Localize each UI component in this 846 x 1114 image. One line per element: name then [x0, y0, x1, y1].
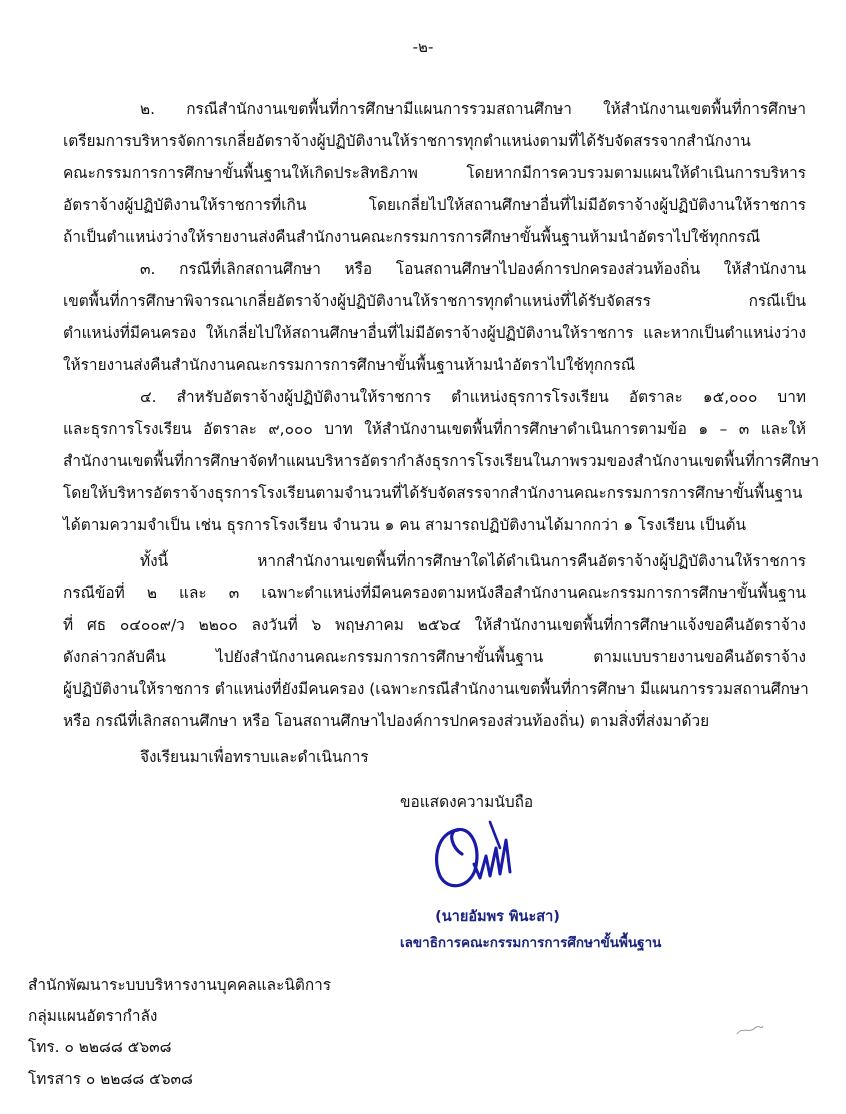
summary-line-4: ดังกล่าวกลับคืน ไปยังสำนักงานคณะกรรมการการศึกษาขั้นพื้นฐาน ตามแบบรายงานขอคืนอัตราจ้าง [63, 648, 806, 666]
signer-name: (นายอัมพร พินะสา) [435, 909, 560, 925]
paragraph-2-line-1: ๒. กรณีสำนักงานเขตพื้นที่การศึกษามีแผนการรวมสถานศึกษา ให้สำนักงานเขตพื้นที่การศึกษา [140, 100, 806, 118]
summary-line-5: ผู้ปฏิบัติงานให้ราชการ ตำแหน่งที่ยังมีคนครอง (เฉพาะกรณีสำนักงานเขตพื้นที่การศึกษา มีแผนการรวมสถานศึกษา [63, 680, 809, 698]
paragraph-4-line-5: ได้ตามความจำเป็น เช่น ธุรการโรงเรียน จำนวน ๑ คน สามารถปฏิบัติงานได้มากกว่า ๑ โรงเรียน เป็นต้น [63, 516, 746, 534]
closing-salutation: ขอแสดงความนับถือ [400, 793, 534, 811]
paragraph-2-line-4: อัตราจ้างผู้ปฏิบัติงานให้ราชการที่เกิน โดยเกลี่ยไปให้สถานศึกษาอื่นที่ไม่มีอัตราจ้างผู้ปฏิบัติงานให้ราชการ [63, 196, 806, 214]
summary-line-6: หรือ กรณีที่เลิกสถานศึกษา หรือ โอนสถานศึกษาไปองค์การปกครองส่วนท้องถิ่น) ตามสิ่งที่ส่งมาด้วย [63, 712, 710, 730]
paragraph-4-line-4: โดยให้บริหารอัตราจ้างธุรการโรงเรียนตามจำนวนที่ได้รับจัดสรรจากสำนักงานคณะกรรมการการศึกษาขั้นพื้นฐาน [63, 484, 803, 502]
signer-title: เลขาธิการคณะกรรมการการศึกษาขั้นพื้นฐาน [400, 935, 662, 951]
handwritten-signature [430, 818, 530, 893]
summary-line-1: ทั้งนี้ หากสำนักงานเขตพื้นที่การศึกษาใดได้ดำเนินการคืนอัตราจ้างผู้ปฏิบัติงานให้ราชการ [140, 552, 806, 570]
paragraph-2-line-3: คณะกรรมการการศึกษาขั้นพื้นฐานให้เกิดประสิทธิภาพ โดยหากมีการควบรวมตามแผนให้ดำเนินการบริหาร [63, 164, 806, 182]
footer-phone: โทร. ๐ ๒๒๘๘ ๕๖๓๘ [28, 1038, 172, 1056]
pen-mark-icon [735, 1020, 765, 1038]
summary-line-2: กรณีข้อที่ ๒ และ ๓ เฉพาะตำแหน่งที่มีคนครองตามหนังสือสำนักงานคณะกรรมการการศึกษาขั้นพื้นฐาน [63, 584, 806, 602]
paragraph-4-line-2: และธุรการโรงเรียน อัตราละ ๙,๐๐๐ บาท ให้สำนักงานเขตพื้นที่การศึกษาดำเนินการตามข้อ ๑ – ๓ และให้ [63, 420, 806, 438]
paragraph-3-line-3: ตำแหน่งที่มีคนครอง ให้เกลี่ยไปให้สถานศึกษาอื่นที่ไม่มีอัตราจ้างผู้ปฏิบัติงานให้ราชการ และหากเป็นตำแหน่งว่าง [63, 324, 806, 342]
footer-fax: โทรสาร ๐ ๒๒๘๘ ๕๖๓๘ [28, 1070, 193, 1088]
paragraph-2-line-5: ถ้าเป็นตำแหน่งว่างให้รายงานส่งคืนสำนักงานคณะกรรมการการศึกษาขั้นพื้นฐานห้ามนำอัตราไปใช้ทุกกรณี [63, 228, 761, 246]
paragraph-3-line-1: ๓. กรณีที่เลิกสถานศึกษา หรือ โอนสถานศึกษาไปองค์การปกครองส่วนท้องถิ่น ให้สำนักงาน [140, 260, 806, 278]
paragraph-3-line-4: ให้รายงานส่งคืนสำนักงานคณะกรรมการการศึกษาขั้นพื้นฐานห้ามนำอัตราไปใช้ทุกกรณี [63, 356, 636, 374]
footer-group: กลุ่มแผนอัตรากำลัง [28, 1007, 158, 1025]
request-line: จึงเรียนมาเพื่อทราบและดำเนินการ [140, 748, 369, 766]
paragraph-4-line-1: ๔. สำหรับอัตราจ้างผู้ปฏิบัติงานให้ราชการ ตำแหน่งธุรการโรงเรียน อัตราละ ๑๕,๐๐๐ บาท [140, 388, 806, 406]
summary-line-3: ที่ ศธ ๐๔๐๐๙/ว ๒๒๐๐ ลงวันที่ ๖ พฤษภาคม ๒๕๖๔ ให้สำนักงานเขตพื้นที่การศึกษาแจ้งขอคืนอัตราจ้าง [63, 616, 806, 634]
paragraph-4-line-3: สำนักงานเขตพื้นที่การศึกษาจัดทำแผนบริหารอัตรากำลังธุรการโรงเรียนในภาพรวมของสำนักงานเขตพื้นที่การศึกษา [63, 452, 820, 470]
footer-office: สำนักพัฒนาระบบบริหารงานบุคคลและนิติการ [28, 976, 332, 994]
paragraph-2-line-2: เตรียมการบริหารจัดการเกลี่ยอัตราจ้างผู้ปฏิบัติงานให้ราชการทุกตำแหน่งตามที่ได้รับจัดสรรจากสำนักงาน [63, 132, 751, 150]
page-number: -๒- [412, 38, 434, 56]
paragraph-3-line-2: เขตพื้นที่การศึกษาพิจารณาเกลี่ยอัตราจ้างผู้ปฏิบัติงานให้ราชการทุกตำแหน่งที่ได้รับจัดสรร กรณีเป็น [63, 292, 806, 310]
